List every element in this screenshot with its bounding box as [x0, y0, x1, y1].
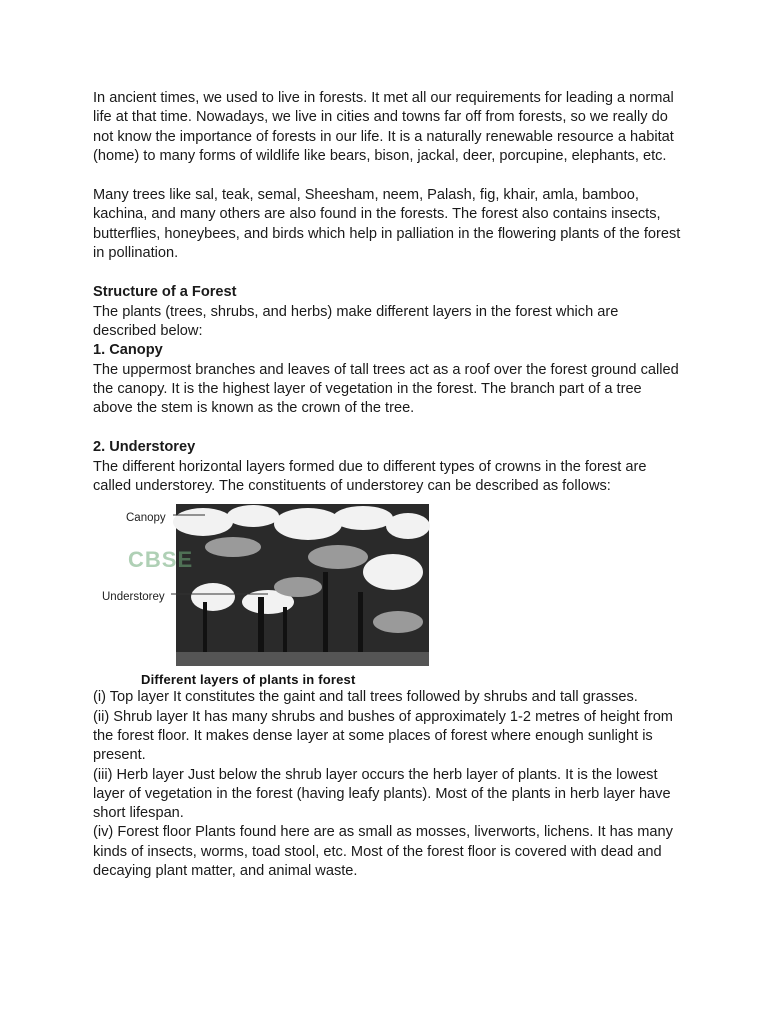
- canopy-text: The uppermost branches and leaves of tall trees act as a roof over the forest ground called the canopy. It is the highest layer of vegetation in the forest. The branch part of a tree above the stem is known as the crown of the tree.: [93, 361, 679, 417]
- document-page: [93, 89, 683, 881]
- watermark-text: CBSE: [128, 547, 194, 573]
- structure-intro: The plants (trees, shrubs, and herbs) make different layers in the forest which are described below:: [93, 303, 619, 339]
- layer-item-top: (i) Top layer It constitutes the gaint and tall trees followed by shrubs and tall grasses.: [93, 689, 638, 706]
- layer-item-herb: (iii) Herb layer Just below the shrub layer occurs the herb layer of plants. It is the lowest layer of vegetation in the forest (having leafy plants). Most of the plants in herb layer have short lifespan.: [93, 766, 671, 822]
- understorey-heading: 2. Understorey: [93, 439, 196, 456]
- intro-paragraph-1: In ancient times, we used to live in forests. It met all our requirements for leading a normal life at that time. Nowadays, we live in cities and towns far off from forests, so we really do not know the importance of forests in our life. It is a naturally renewable resource a habitat (home) to many forms of wildlife like bears, bison, jackal, deer, porcupine, elephants, etc.: [93, 90, 674, 164]
- figure-label-canopy: Canopy: [126, 512, 166, 525]
- figure-caption: Different layers of plants in forest: [141, 672, 356, 688]
- canopy-heading: 1. Canopy: [93, 342, 163, 359]
- intro-paragraph-2: Many trees like sal, teak, semal, Sheesham, neem, Palash, fig, khair, amla, bamboo, kachina, and many others are also found in the forests. The forest also contains insects, butterflies, honeybees, and birds which help in palliation in the flowering plants of the forest in pollination.: [93, 187, 681, 262]
- layer-item-floor: (iv) Forest floor Plants found here are as small as mosses, liverworts, lichens. It has many kinds of insects, worms, toad stool, etc. Most of the forest floor is covered with dead and decaying plant matter, and animal waste.: [93, 824, 673, 880]
- forest-layers-figure: [93, 502, 433, 686]
- structure-heading: Structure of a Forest: [93, 284, 237, 301]
- figure-label-understorey: Understorey: [102, 591, 165, 604]
- layer-item-shrub: (ii) Shrub layer It has many shrubs and bushes of approximately 1-2 metres of height from the forest floor. It makes dense layer at some places of forest where enough sunlight is present.: [93, 708, 673, 764]
- understorey-text: The different horizontal layers formed due to different types of crowns in the forest are called understorey. The constituents of understorey can be described as follows:: [93, 458, 647, 495]
